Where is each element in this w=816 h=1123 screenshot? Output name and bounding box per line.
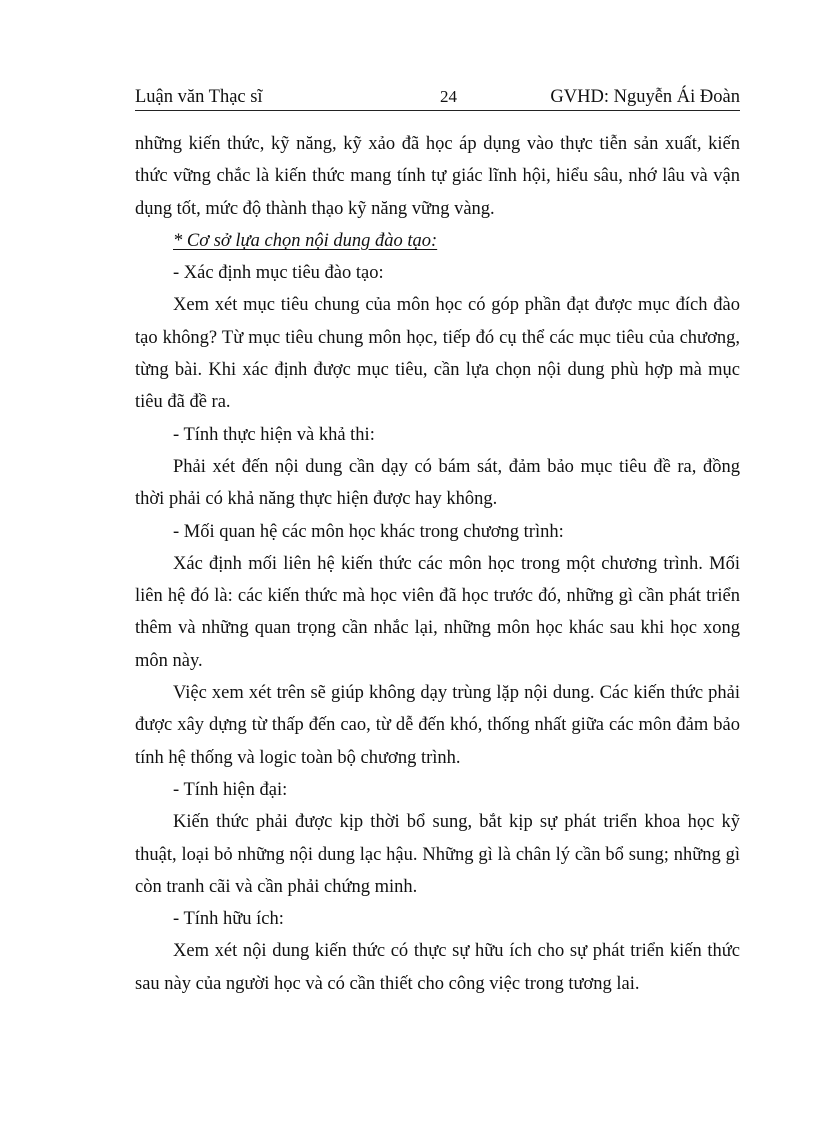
paragraph-usefulness: Xem xét nội dung kiến thức có thực sự hữu ích cho sự phát triển kiến thức sau này của người học và có cần thiết cho công việc trong tương lai. [135, 941, 740, 994]
section-heading: * Cơ sở lựa chọn nội dung đào tạo: [173, 230, 438, 251]
page-body [135, 128, 740, 1000]
subheading-modernity: - Tính hiện đại: [173, 779, 288, 800]
header-divider [135, 110, 740, 111]
paragraph-objectives: Xem xét mục tiêu chung của môn học có góp phần đạt được mục đích đào tạo không? Từ mục tiêu chung môn học, tiếp đó cụ thể các mục tiêu của chương, từng bài. Khi xác định được mục tiêu, cần lựa chọn nội dung phù hợp mà mục tiêu đã đề ra. [135, 295, 740, 413]
header-advisor: GVHD: Nguyễn Ái Đoàn [550, 87, 740, 107]
subheading-usefulness: - Tính hữu ích: [173, 909, 284, 930]
subheading-feasibility: - Tính thực hiện và khả thi: [173, 424, 375, 445]
header-thesis-label: Luận văn Thạc sĩ [135, 87, 263, 107]
subheading-relations: - Mối quan hệ các môn học khác trong chương trình: [173, 521, 564, 542]
paragraph-consistency: Việc xem xét trên sẽ giúp không dạy trùng lặp nội dung. Các kiến thức phải được xây dựng từ thấp đến cao, từ dễ đến khó, thống nhất giữa các môn đảm bảo tính hệ thống và logic toàn bộ chương trình. [135, 683, 740, 768]
page-number: 24 [440, 87, 457, 106]
paragraph-relations: Xác định mối liên hệ kiến thức các môn học trong một chương trình. Mối liên hệ đó là: các kiến thức mà học viên đã học trước đó, những gì cần phát triển thêm và những quan trọng cần nhắc lại, những môn học khác sau khi học xong môn này. [135, 553, 740, 671]
paragraph-feasibility: Phải xét đến nội dung cần dạy có bám sát, đảm bảo mục tiêu đề ra, đồng thời phải có khả năng thực hiện được hay không. [135, 456, 740, 510]
page-header [135, 86, 740, 108]
subheading-objectives: - Xác định mục tiêu đào tạo: [173, 263, 384, 284]
paragraph-modernity: Kiến thức phải được kịp thời bổ sung, bắt kịp sự phát triển khoa học kỹ thuật, loại bỏ những nội dung lạc hậu. Những gì là chân lý cần bổ sung; những gì còn tranh cãi và cần phải chứng minh. [135, 812, 740, 897]
paragraph-continuation: những kiến thức, kỹ năng, kỹ xảo đã học áp dụng vào thực tiễn sản xuất, kiến thức vững chắc là kiến thức mang tính tự giác lĩnh hội, hiểu sâu, nhớ lâu và vận dụng tốt, mức độ thành thạo kỹ năng vững vàng. [135, 134, 740, 219]
